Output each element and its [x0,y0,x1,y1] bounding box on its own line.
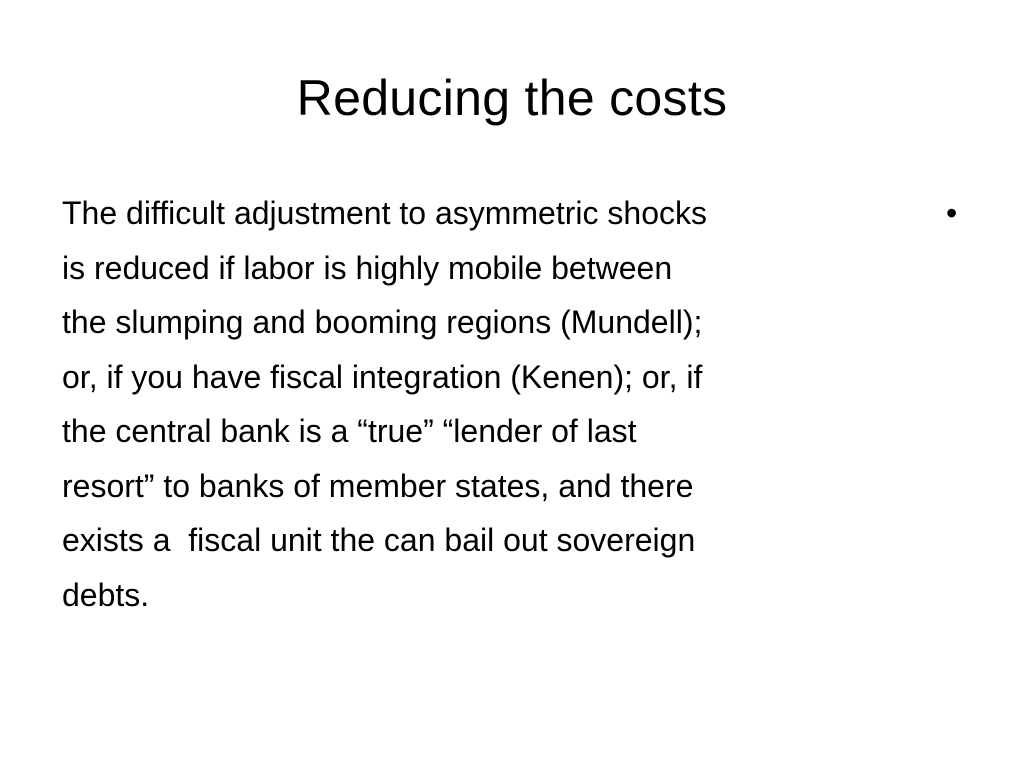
body-text-line: The difficult adjustment to asymmetric shocks [62,195,707,231]
body-text-line: resort” to banks of member states, and there [62,467,694,504]
body-text-line: the slumping and booming regions (Mundell); [62,304,703,340]
empty-bullet-point: • [946,195,958,231]
body-text-line: the central bank is a “true” “lender of last [62,413,637,449]
body-text-line: or, if you have fiscal integration (Kenen); or, if [62,358,703,395]
slide-title: Reducing the costs [296,70,728,126]
slide-body-text [62,186,922,622]
body-text-line: exists a fiscal unit the can bail out sovereign [62,522,696,558]
body-text-line: debts. [62,576,150,613]
body-text-line: is reduced if labor is highly mobile between [62,249,673,286]
